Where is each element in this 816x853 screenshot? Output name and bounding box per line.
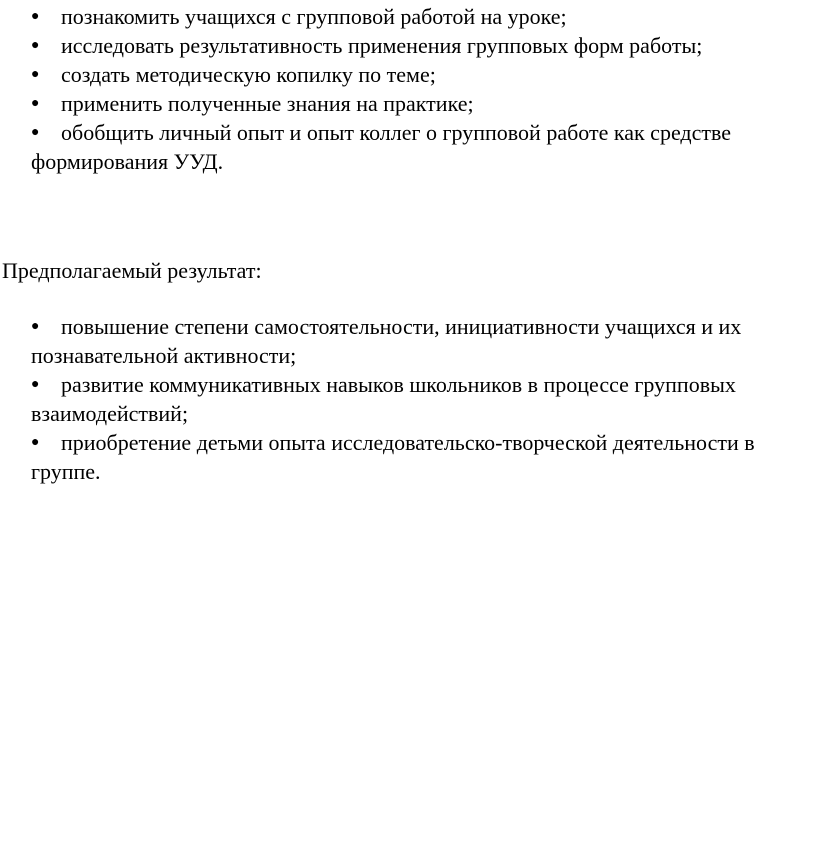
bullet-icon: ●: [31, 377, 40, 392]
list-item: [0, 2, 816, 31]
bullet-icon: ●: [31, 125, 40, 140]
list-item: [0, 31, 816, 60]
bullet-icon: ●: [31, 67, 40, 82]
list-item: [0, 370, 816, 428]
list-item: [0, 89, 816, 118]
bullet-icon: ●: [31, 38, 40, 53]
list-item: [0, 428, 816, 486]
list-item: [0, 118, 816, 176]
list-item-text: приобретение детьми опыта исследовательско-творческой деятельности в группе.: [31, 430, 755, 484]
list-item: [0, 60, 816, 89]
list-item-text: исследовать результативность применения групповых форм работы;: [61, 33, 703, 58]
bullet-icon: ●: [31, 9, 40, 24]
goals-list: [0, 2, 816, 176]
list-item-text: создать методическую копилку по теме;: [61, 62, 436, 87]
list-item-text: применить полученные знания на практике;: [61, 91, 474, 116]
list-item-text: развитие коммуникативных навыков школьников в процессе групповых взаимодействий;: [31, 372, 736, 426]
results-list: [0, 312, 816, 486]
bullet-icon: ●: [31, 96, 40, 111]
list-item-text: повышение степени самостоятельности, инициативности учащихся и их познавательной активности;: [31, 314, 742, 368]
list-item-text: познакомить учащихся с групповой работой на уроке;: [61, 4, 567, 29]
bullet-icon: ●: [31, 435, 40, 450]
list-item: [0, 312, 816, 370]
bullet-icon: ●: [31, 319, 40, 334]
results-heading: Предполагаемый результат:: [2, 258, 262, 283]
list-item-text: обобщить личный опыт и опыт коллег о групповой работе как средстве формирования УУД.: [31, 120, 732, 174]
